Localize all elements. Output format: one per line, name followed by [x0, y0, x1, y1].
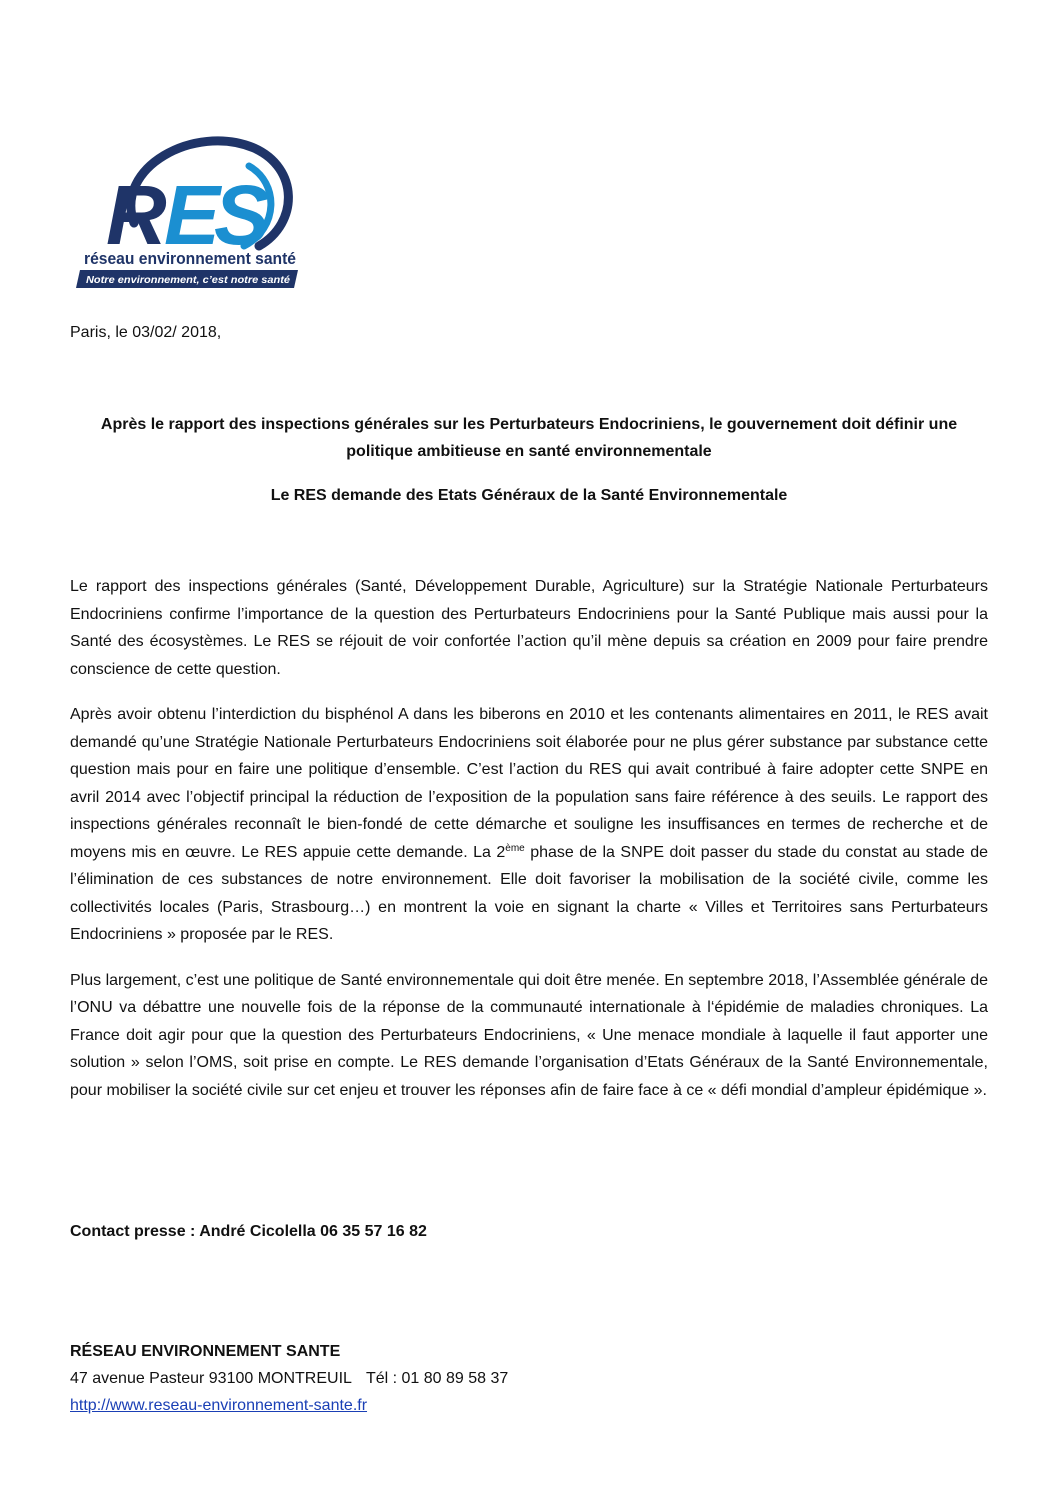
body-text: [70, 573, 988, 1122]
paragraph-2-part-b: phase de la SNPE doit passer du stade du constat au stade de l’élimination de ces substances de notre environnement. Elle doit favoriser la mobilisation de la société civile, comme les collectivités locales (Paris, Strasbourg…) en montrent la voie en signant la charte « Villes et Territoires sans Perturbateurs Endocriniens » proposée par le RES.: [70, 843, 989, 943]
svg-text:Notre environnement, c’est not: Notre environnement, c’est notre santé: [86, 274, 291, 286]
press-release-title: Après le rapport des inspections générales sur les Perturbateurs Endocriniens, le gouvernement doit définir une politique ambitieuse en santé environnementale: [100, 416, 958, 460]
date-line: Paris, le 03/02/ 2018,: [70, 324, 222, 341]
phone: Tél : 01 80 89 58 37: [365, 1370, 509, 1387]
svg-text:réseau environnement santé: réseau environnement santé: [84, 249, 296, 268]
organization-name: RÉSEAU ENVIRONNEMENT SANTE: [70, 1343, 341, 1360]
address: 47 avenue Pasteur 93100 MONTREUIL: [70, 1370, 352, 1387]
svg-text:E: E: [164, 168, 221, 262]
paragraph-3: Plus largement, c’est une politique de Santé environnementale qui doit être menée. En septembre 2018, l’Assemblée générale de l’ONU va débattre une nouvelle fois de la réponse de la communauté internationale à l‘épidémie de maladies chroniques. La France doit agir pour que la question des Perturbateurs Endocriniens, « Une menace mondiale à laquelle il faut apporter une solution » selon l’OMS, soit prise en compte. Le RES demande l’organisation d’Etats Généraux de la Santé Environnementale, pour mobiliser la société civile sur cet enjeu et trouver les réponses afin de faire face à ce « défi mondial d’ampleur épidémique ».: [70, 971, 988, 1099]
superscript-eme: ème: [505, 842, 525, 854]
website-link[interactable]: http://www.reseau-environnement-sante.fr: [70, 1397, 368, 1414]
press-contact: Contact presse : André Cicolella 06 35 57 16 82: [70, 1223, 427, 1240]
svg-text:S: S: [214, 168, 271, 262]
paragraph-2: [70, 701, 988, 949]
press-release-subtitle: Le RES demande des Etats Généraux de la Santé Environnementale: [270, 487, 788, 504]
svg-text:R: R: [106, 168, 167, 262]
res-logo-graphic: [74, 128, 306, 292]
address-line: [70, 1365, 508, 1392]
footer: [70, 1338, 508, 1419]
paragraph-2-part-a: Après avoir obtenu l’interdiction du bisphénol A dans les biberons en 2010 et les contenants alimentaires en 2011, le RES avait demandé qu’une Stratégie Nationale Perturbateurs Endocriniens soit élaborée pour ne plus gérer substance par substance cette question mais pour en faire une politique d’ensemble. C’est l’action du RES qui avait contribué à faire adopter cette SNPE en avril 2014 avec l’objectif principal la réduction de l’exposition de la population sans faire référence à des seuils. Le rapport des inspections générales reconnaît le bien-fondé de cette démarche et souligne les insuffisances en termes de recherche et de moyens mis en œuvre. Le RES appuie cette demande. La 2: [70, 706, 988, 861]
res-logo: [74, 128, 306, 292]
paragraph-1: Le rapport des inspections générales (Santé, Développement Durable, Agriculture) sur la Stratégie Nationale Perturbateurs Endocriniens confirme l’importance de la question des Perturbateurs Endocriniens pour la Santé Publique mais aussi pour la Santé des écosystèmes. Le RES se réjouit de voir confortée l’action qu’il mène depuis sa création en 2009 pour faire prendre conscience de cette question.: [70, 578, 988, 678]
